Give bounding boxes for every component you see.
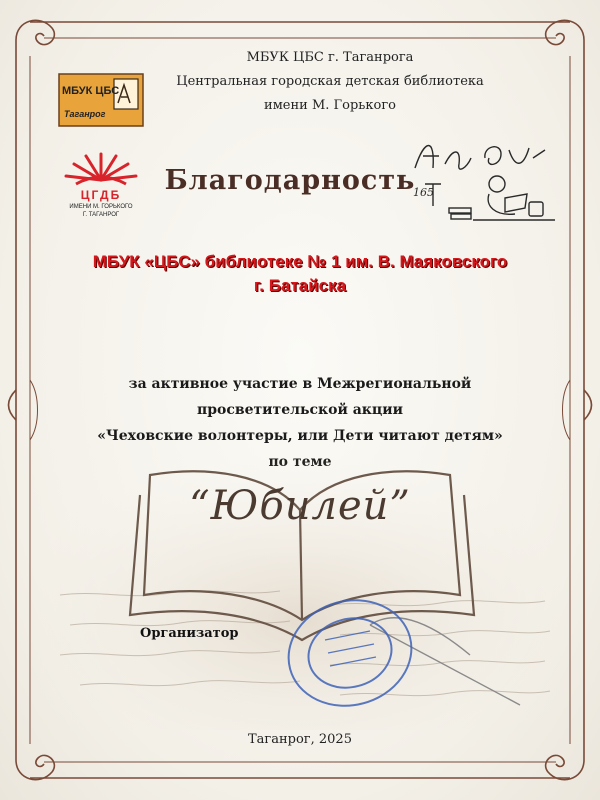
- recipient-line-2: г. Батайска: [253, 276, 347, 295]
- body-line-1: за активное участие в Межрегиональной: [128, 376, 472, 392]
- body-line-3: «Чеховские волонтеры, или Дети читают детям»: [97, 428, 503, 444]
- header-line-1: МБУК ЦБС г. Таганрога: [246, 50, 414, 65]
- open-book-illustration: [40, 455, 560, 730]
- recipient-line-1: МБУК «ЦБС» библиотеке № 1 им. В. Маяковского: [92, 252, 508, 271]
- header-line-3: имени М. Горького: [264, 98, 396, 113]
- theme-title: “Юбилей”: [189, 483, 411, 529]
- chekhov-signature-logo: [405, 128, 565, 228]
- header-line-2: Центральная городская детская библиотека: [176, 74, 484, 89]
- footer-place-year: Таганрог, 2025: [248, 732, 352, 747]
- signature-number: 165: [413, 186, 434, 199]
- body-line-2: просветительской акции: [196, 402, 404, 418]
- cgdb-line-2: Г. ТАГАНРОГ: [82, 212, 120, 218]
- mbuk-logo: [58, 73, 144, 127]
- cgdb-abbr: ЦГДБ: [80, 188, 122, 202]
- cgdb-line-1: ИМЕНИ М. ГОРЬКОГО: [69, 204, 133, 210]
- mbuk-logo-text: МБУК ЦБС: [62, 85, 120, 97]
- certificate-title: Благодарность: [164, 165, 416, 196]
- organizer-label: Организатор: [140, 626, 239, 641]
- mbuk-logo-subtext: Таганрог: [64, 109, 106, 119]
- cgdb-logo: [56, 140, 146, 230]
